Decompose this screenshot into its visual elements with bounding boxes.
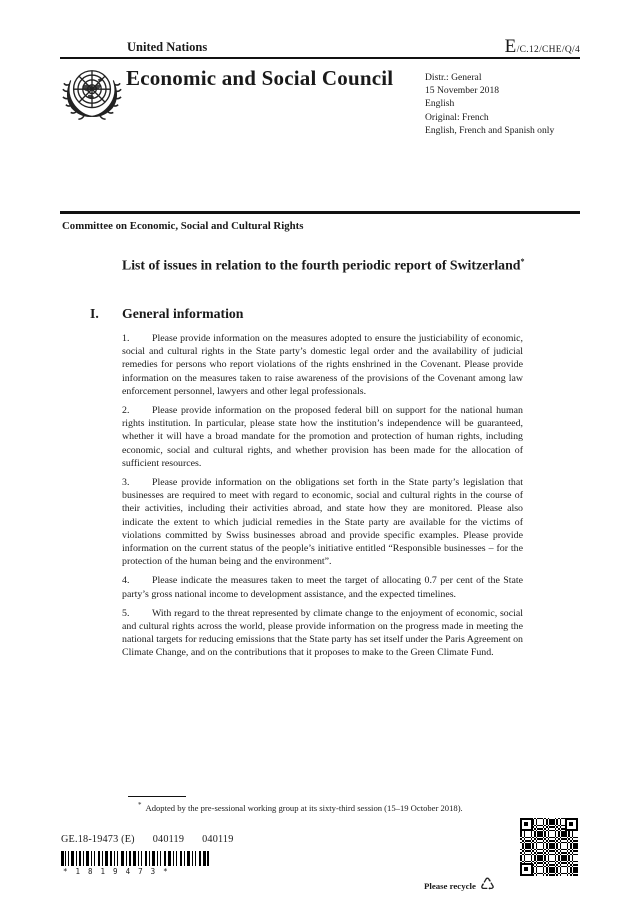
paragraph <box>122 404 523 470</box>
recycle-label: Please recycle <box>424 880 476 891</box>
section-title: General information <box>122 306 244 321</box>
recycle-icon: ♺ <box>479 875 496 895</box>
footnote-marker: * <box>138 801 142 809</box>
qr-code <box>520 818 578 876</box>
distr-line: English <box>425 98 455 110</box>
paragraph-number: 4. <box>122 575 130 587</box>
distribution-block <box>425 71 554 137</box>
document-symbol-letter: E <box>504 36 517 57</box>
document-symbol <box>505 36 580 58</box>
title-footnote-marker: * <box>520 257 525 266</box>
paragraph-number: 2. <box>122 405 130 417</box>
section-divider-rule <box>60 211 580 214</box>
paragraph <box>122 607 523 660</box>
ge-reference <box>61 834 252 845</box>
distr-line: Original: French <box>425 111 489 123</box>
un-emblem-icon <box>61 63 123 125</box>
paragraph-number: 3. <box>122 477 130 489</box>
paragraph-text: With regard to the threat represented by climate change to the enjoyment of economic, social and cultural rights across the world, please provide information on the progress made in meeting the national targets for reducing emissions that the State party has set itself under the Paris Agreement on Climate Change, and on the contributions that it proposes to make to the Green Climate Fund. <box>122 607 523 659</box>
barcode <box>61 851 211 876</box>
header-rule <box>60 57 580 59</box>
barcode-text: *1819473* <box>63 867 176 876</box>
document-title-text: List of issues in relation to the fourth periodic report of Switzerland <box>122 257 521 273</box>
committee-name: Committee on Economic, Social and Cultural Rights <box>62 220 304 232</box>
paragraph-number: 1. <box>122 333 130 344</box>
footnote-rule <box>128 796 186 797</box>
ge-code-1: 040119 <box>152 834 185 845</box>
section-heading <box>90 306 243 322</box>
paragraph <box>122 574 523 600</box>
paragraph-text: Please provide information on the obligations set forth in the State party’s legislation that businesses are required to meet with regard to economic, social and cultural rights in the course of their activities, including their activities abroad, and state how they are monitored. Please also indicate the extent to which judicial remedies in the State party are available for the victims of violations committed by Swiss businesses abroad and provide specific examples. Please provide information on the current status of the people’s initiative entitled “Responsible businesses – for the protection of the human being and the environment”. <box>122 477 523 568</box>
paragraph-text: Please indicate the measures taken to meet the target of allocating 0.7 per cent of the State party’s gross national income to development assistance, and the expected timelines. <box>122 575 523 600</box>
document-symbol-code: /C.12/CHE/Q/4 <box>516 45 580 55</box>
paragraph <box>122 332 523 398</box>
recycle-notice <box>424 877 495 894</box>
paragraph-text: Please provide information on the measures adopted to ensure the justiciability of economic, social and cultural rights in the State party’s domestic legal order and the availability of judicial remedies for persons who report violations of the rights enshrined in the Covenant. Please provide information on the measures taken to raise awareness of the provisions of the Covenant among law enforcement personnel, lawyers and other legal professionals. <box>122 333 523 397</box>
footnote <box>122 801 532 813</box>
paragraph-text: Please provide information on the proposed federal bill on support for the national human rights institution. In particular, please state how the institution’s independence will be guaranteed, whether it will have a broad mandate for the promotion and protection of human rights, including economic, social and cultural rights, and whether provision has been made for the allocation of sufficient resources. <box>122 405 523 469</box>
document-title <box>122 253 542 275</box>
distr-line: Distr.: General <box>425 72 482 83</box>
distr-line: 15 November 2018 <box>425 85 500 97</box>
qr-finder-pattern <box>520 818 533 831</box>
qr-finder-pattern <box>565 818 578 831</box>
ge-number: GE.18-19473 (E) <box>61 834 135 845</box>
ge-code-2: 040119 <box>202 834 234 845</box>
paragraph-list <box>122 332 523 666</box>
qr-finder-pattern <box>520 863 533 876</box>
org-name: United Nations <box>127 40 208 54</box>
council-title: Economic and Social Council <box>126 66 394 90</box>
paragraph <box>122 476 523 568</box>
footnote-text: Adopted by the pre-sessional working group at its sixty-third session (15–19 October 2018). <box>145 803 463 813</box>
distr-line: English, French and Spanish only <box>425 124 555 136</box>
paragraph-number: 5. <box>122 607 130 619</box>
section-numeral: I. <box>90 306 99 321</box>
